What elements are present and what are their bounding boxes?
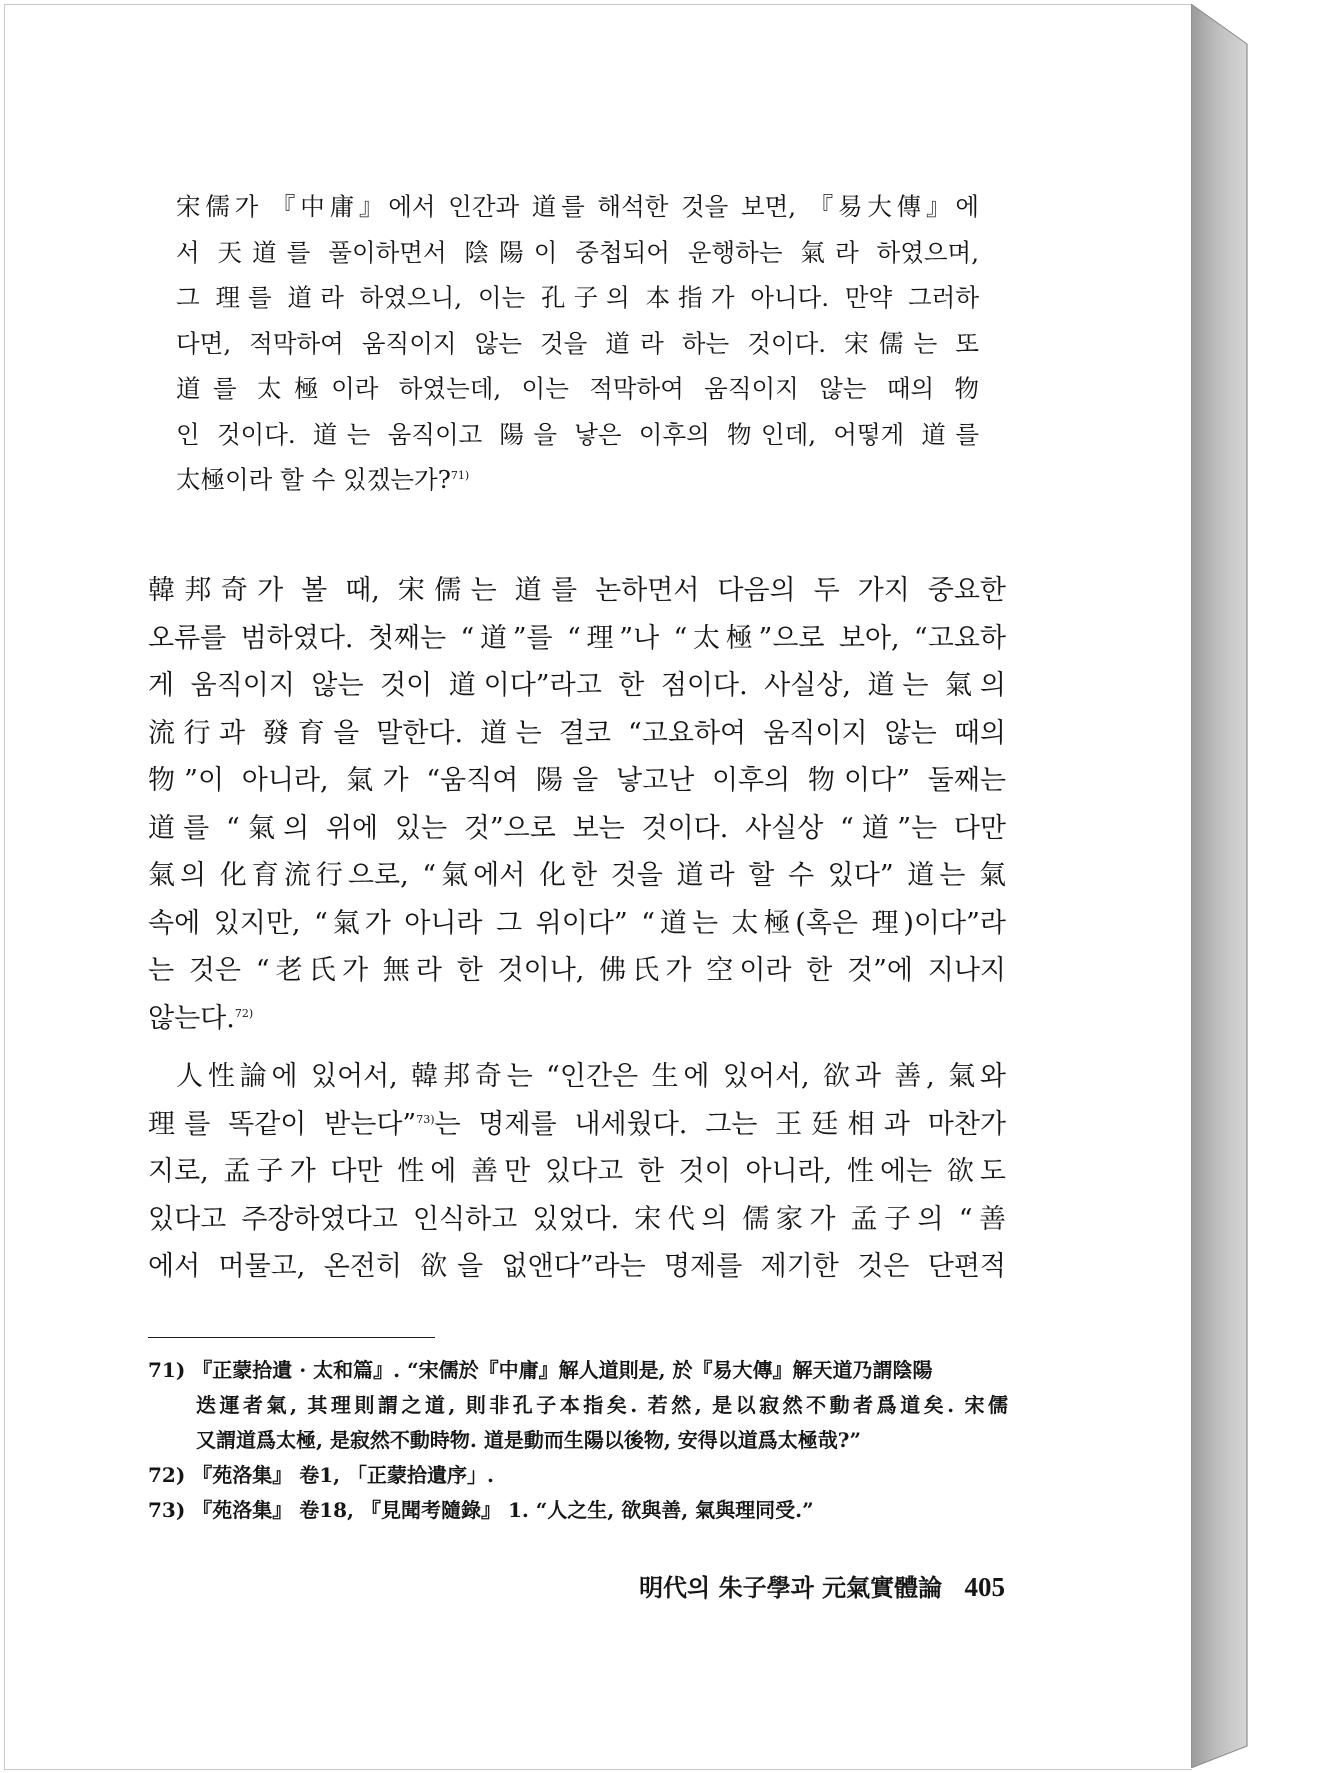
quote-line: 다면, 적막하여 움직이지 않는 것을 道라 하는 것이다. 宋儒는 또 bbox=[176, 328, 979, 358]
quote-line: 道를 太極이라 하였는데, 이는 적막하여 움직이지 않는 때의 物 bbox=[176, 374, 979, 403]
paragraph-line: 에서 머물고, 온전히 欲을 없앤다”라는 명제를 제기한 것은 단편적 bbox=[148, 1251, 1006, 1282]
footnote-71-cont: 迭運者氣, 其理則謂之道, 則非孔子本指矣. 若然, 是以寂然不動者爲道矣. 宋儒 bbox=[196, 1393, 1008, 1417]
quote-text: 太極이라 할 수 있겠는가? bbox=[176, 465, 451, 494]
book-edge bbox=[1191, 4, 1283, 1768]
footnote-73: 73) 『苑洛集』 卷18, 『見聞考隨錄』 1. “人之生, 欲與善, 氣與理同受.” bbox=[148, 1498, 814, 1522]
footnote-71-cont: 又謂道爲太極, 是寂然不動時物. 道是動而生陽以後物, 安得以道爲太極哉?” bbox=[196, 1428, 861, 1452]
footnote-ref: 71) bbox=[450, 468, 470, 482]
quote-line bbox=[176, 457, 979, 503]
footnote-ref: 73) bbox=[416, 1112, 435, 1126]
page-number: 405 bbox=[964, 1572, 1005, 1602]
paragraph bbox=[148, 1053, 1006, 1291]
paragraph-text: 는 명제를 내세웠다. 그는 王廷相과 마찬가 bbox=[434, 1108, 1006, 1140]
paragraph-line: 속에 있지만, “氣가 아니라 그 위이다” “道는 太極(혹은 理)이다”라 bbox=[148, 907, 1006, 939]
paragraph-line: 人性論에 있어서, 韓邦奇는 “인간은 生에 있어서, 欲과 善, 氣와 bbox=[176, 1061, 1006, 1092]
paragraph-line: 오류를 범하였다. 첫째는 “道”를 “理”나 “太極”으로 보아, “고요하 bbox=[148, 622, 1006, 654]
paragraph-line bbox=[148, 995, 1006, 1043]
paragraph-line: 氣의 化育流行으로, “氣에서 化한 것을 道라 할 수 있다” 道는 氣 bbox=[148, 860, 1006, 891]
quote-block bbox=[176, 184, 979, 503]
footnotes bbox=[148, 1353, 1008, 1528]
footnote-ref: 72) bbox=[234, 1006, 254, 1020]
footnote-separator bbox=[148, 1337, 435, 1338]
paragraph-text: 않는다. bbox=[148, 1002, 235, 1034]
footnote-71: 71) 『正蒙拾遺 · 太和篇』. “宋儒於『中庸』解人道則是, 於『易大傳』解天道乃謂陰陽 bbox=[148, 1358, 933, 1382]
quote-line: 그 理를 道라 하였으니, 이는 孔子의 本指가 아니다. 만약 그러하 bbox=[176, 283, 979, 312]
paragraph-line: 物”이 아니라, 氣가 “움직여 陽을 낳고난 이후의 物이다” 둘째는 bbox=[148, 765, 1006, 796]
paragraph-line: 게 움직이지 않는 것이 道이다”라고 한 점이다. 사실상, 道는 氣의 bbox=[148, 670, 1006, 701]
paragraph-line bbox=[148, 1101, 1006, 1149]
paragraph-line: 流行과 發育을 말한다. 道는 결코 “고요하여 움직이지 않는 때의 bbox=[148, 717, 1006, 749]
paragraph-text: 理를 똑같이 받는다” bbox=[148, 1108, 417, 1140]
quote-line: 인 것이다. 道는 움직이고 陽을 낳은 이후의 物인데, 어떻게 道를 bbox=[176, 419, 979, 449]
quote-line: 宋儒가 『中庸』에서 인간과 道를 해석한 것을 보면, 『易大傳』에 bbox=[176, 192, 979, 221]
quote-line: 서 天道를 풀이하면서 陰陽이 중첩되어 운행하는 氣라 하였으며, bbox=[176, 237, 979, 267]
paragraph-line: 는 것은 “老氏가 無라 한 것이나, 佛氏가 空이라 한 것”에 지나지 bbox=[148, 955, 1006, 986]
paragraph-line: 韓邦奇가 볼 때, 宋儒는 道를 논하면서 다음의 두 가지 중요한 bbox=[148, 575, 1006, 606]
paragraph bbox=[148, 567, 1006, 1042]
paragraph-line: 지로, 孟子가 다만 性에 善만 있다고 한 것이 아니라, 性에는 欲도 bbox=[148, 1156, 1006, 1187]
paragraph-line: 있다고 주장하였다고 인식하고 있었다. 宋代의 儒家가 孟子의 “善 bbox=[148, 1203, 1006, 1235]
running-footer bbox=[639, 1568, 1005, 1603]
footnote-72: 72) 『苑洛集』 卷1, 「正蒙拾遺序」. bbox=[148, 1463, 495, 1487]
running-title: 明代의 朱子學과 元氣實體論 bbox=[639, 1573, 943, 1602]
paragraph-line: 道를 “氣의 위에 있는 것”으로 보는 것이다. 사실상 “道”는 다만 bbox=[148, 812, 1006, 844]
